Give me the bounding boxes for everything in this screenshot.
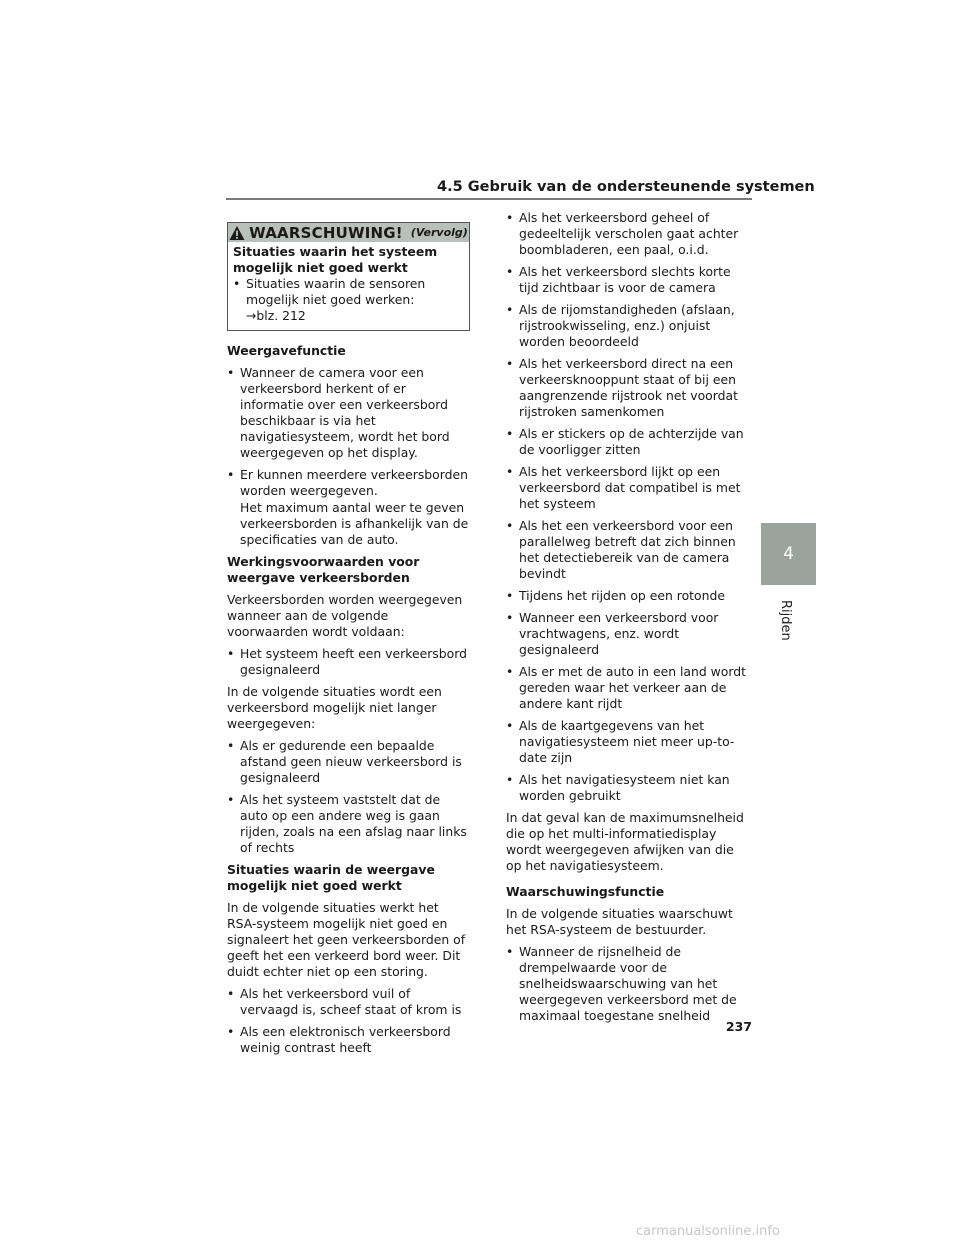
list-item: • Als de rijomstandigheden (afslaan, rijstrookwisseling, enz.) onjuist worden beoordeeld <box>506 302 752 350</box>
list-item: • Het systeem heeft een verkeersbord gesignaleerd <box>227 646 470 678</box>
warning-box <box>227 222 470 331</box>
list-item: • Als het verkeersbord vuil of vervaagd is, scheef staat of krom is <box>227 986 470 1018</box>
warning-bullet: • Situaties waarin de sensoren mogelijk niet goed werken: <box>233 276 463 308</box>
list-item: • Wanneer een verkeersbord voor vrachtwagens, enz. wordt gesignaleerd <box>506 610 752 658</box>
warning-page-ref: →blz. 212 <box>246 308 306 323</box>
list-item: • Als het verkeersbord lijkt op een verkeersbord dat compatibel is met het systeem <box>506 464 752 512</box>
warning-title: WAARSCHUWING! <box>249 223 403 242</box>
warning-header <box>228 223 469 242</box>
list-item: • Als een elektronisch verkeersbord weinig contrast heeft <box>227 1024 470 1056</box>
page-number: 237 <box>725 1019 752 1034</box>
warning-heading: Situaties waarin het systeem mogelijk niet goed werkt <box>233 244 438 275</box>
list-item-continuation: Het maximum aantal weer te geven verkeersborden is afhankelijk van de specificaties van de auto. <box>240 500 469 547</box>
warning-triangle-icon <box>229 225 245 241</box>
list-item: • Wanneer de camera voor een verkeersbord herkent of er informatie over een verkeersbord beschikbaar is via het navigatiesysteem, wordt het bord weergegeven op het display. <box>227 365 470 461</box>
list-item: • Als er gedurende een bepaalde afstand geen nieuw verkeersbord is gesignaleerd <box>227 738 470 786</box>
list-item: • Er kunnen meerdere verkeersborden worden weergegeven. <box>227 467 470 499</box>
list-item: • Als het systeem vaststelt dat de auto op een andere weg is gaan rijden, zoals na een afslag naar links of rechts <box>227 792 470 856</box>
list-item: • Als het verkeersbord geheel of gedeeltelijk verscholen gaat achter boombladeren, een paal, o.i.d. <box>506 210 752 258</box>
paragraph: In de volgende situaties wordt een verkeersbord mogelijk niet langer weergegeven: <box>227 684 442 731</box>
paragraph: In de volgende situaties waarschuwt het RSA-systeem de bestuurder. <box>506 906 733 937</box>
list-item: • Als er stickers op de achterzijde van de voorligger zitten <box>506 426 752 458</box>
header-rule <box>226 198 752 200</box>
heading-malfunction-situations: Situaties waarin de weergave mogelijk niet goed werkt <box>227 862 435 893</box>
list-item: • Tijdens het rijden op een rotonde <box>506 588 752 604</box>
heading-warning-function: Waarschuwingsfunctie <box>506 884 665 899</box>
list-item: • Als het een verkeersbord voor een parallelweg betreft dat zich binnen het detectiebereik van de camera bevindt <box>506 518 752 582</box>
heading-operating-conditions: Werkingsvoorwaarden voor weergave verkeersborden <box>227 554 420 585</box>
watermark: carmanualsonline.info <box>636 1224 780 1239</box>
heading-display-function: Weergavefunctie <box>227 343 346 358</box>
paragraph: In dat geval kan de maximumsnelheid die op het multi-informatiedisplay wordt weergegeven afwijken van die op het navigatiesysteem. <box>506 810 744 873</box>
list-item: • Als het navigatiesysteem niet kan worden gebruikt <box>506 772 752 804</box>
section-header: 4.5 Gebruik van de ondersteunende systemen <box>437 179 815 195</box>
list-item: • Als de kaartgegevens van het navigatiesysteem niet meer up-to-date zijn <box>506 718 752 766</box>
warning-body <box>228 242 469 330</box>
list-item: • Wanneer de rijsnelheid de drempelwaarde voor de snelheidswaarschuwing van het weergegeven verkeersbord met de maximaal toegestane snelheid <box>506 944 752 1024</box>
paragraph: Verkeersborden worden weergegeven wanneer aan de volgende voorwaarden wordt voldaan: <box>227 592 463 639</box>
chapter-tab: 4 <box>761 523 816 585</box>
list-item: • Als het verkeersbord direct na een verkeersknooppunt staat of bij een aangrenzende rijstrook net voordat rijstroken samenkomen <box>506 356 752 420</box>
left-column <box>227 222 470 1062</box>
list-item: • Als er met de auto in een land wordt gereden waar het verkeer aan de andere kant rijdt <box>506 664 752 712</box>
warning-subtitle: (Vervolg) <box>410 225 468 239</box>
paragraph: In de volgende situaties werkt het RSA-systeem mogelijk niet goed en signaleert het geen verkeersborden of geeft het een verkeerd bord weer. Dit duidt echter niet op een storing. <box>227 900 466 979</box>
right-column <box>506 210 752 1030</box>
list-item: • Als het verkeersbord slechts korte tijd zichtbaar is voor de camera <box>506 264 752 296</box>
chapter-label: Rijden <box>778 600 793 641</box>
